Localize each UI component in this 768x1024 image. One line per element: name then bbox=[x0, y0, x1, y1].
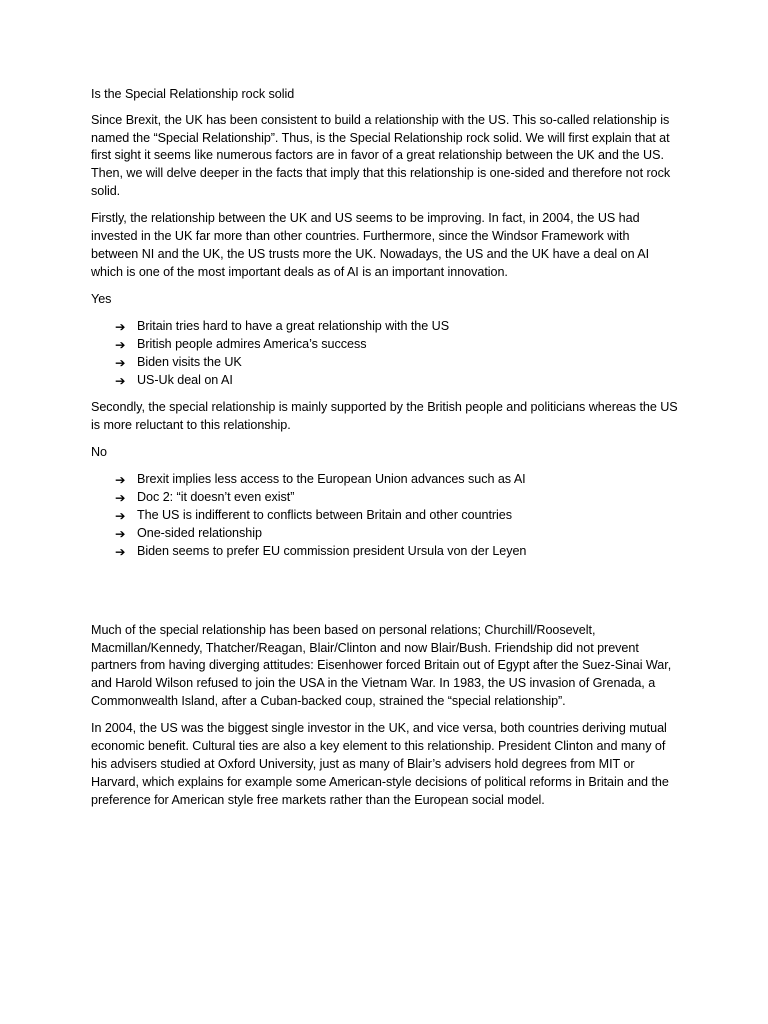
list-item-text: US-Uk deal on AI bbox=[137, 372, 233, 387]
list-item-text: One-sided relationship bbox=[137, 525, 262, 540]
list-item-text: Biden seems to prefer EU commission president Ursula von der Leyen bbox=[137, 543, 527, 558]
arrow-right-icon: ➔ bbox=[115, 507, 126, 523]
arrow-right-icon: ➔ bbox=[115, 319, 126, 335]
list-item bbox=[115, 372, 678, 390]
list-item-text: Britain tries hard to have a great relationship with the US bbox=[137, 319, 450, 334]
intro-paragraph: Since Brexit, the UK has been consistent to build a relationship with the US. This so-called relationship is named the “Special Relationship”. Thus, is the Special Relationship rock solid. We will first explain that at first sight it seems like numerous factors are in favor of a great relationship between the UK and the US. Then, we will delve deeper in the facts that imply that this relationship is one-sided and therefore not rock solid. bbox=[91, 112, 671, 198]
list-item bbox=[115, 525, 678, 543]
list-item-text: The US is indifferent to conflicts between Britain and other countries bbox=[137, 507, 512, 522]
firstly-paragraph: Firstly, the relationship between the UK and US seems to be improving. In fact, in 2004, the US had invested in the UK far more than other countries. Furthermore, since the Windsor Framework with between NI and the UK, the US trusts more the UK. Nowadays, the US and the UK have a deal on AI which is one of the most important deals as of AI is an important innovation. bbox=[91, 211, 650, 279]
investment-paragraph: In 2004, the US was the biggest single investor in the UK, and vice versa, both countries deriving mutual economic benefit. Cultural ties are also a key element to this relationship. President Clinton and many of his advisers studied at Oxford University, just as many of Blair’s advisers hold degrees from MIT or Harvard, which explains for example some American-style decisions of political reforms in Britain and the preference for American style free markets rather than the European social model. bbox=[91, 721, 669, 807]
arrow-right-icon: ➔ bbox=[115, 372, 126, 388]
arrow-right-icon: ➔ bbox=[115, 525, 126, 541]
yes-list bbox=[91, 318, 678, 389]
yes-label: Yes bbox=[91, 291, 112, 306]
blank-space bbox=[91, 570, 678, 622]
list-item bbox=[115, 471, 678, 489]
document-title: Is the Special Relationship rock solid bbox=[91, 87, 295, 101]
personal-relations-paragraph: Much of the special relationship has been based on personal relations; Churchill/Roosevelt, Macmillan/Kennedy, Thatcher/Reagan, Blair/Clinton and now Blair/Bush. Friendship did not prevent partners from having diverging attitudes: Eisenhower forced Britain out of Egypt after the Suez-Sinai War, and Harold Wilson refused to join the USA in the Vietnam War. In 1983, the US invasion of Grenada, a Commonwealth Island, after a Cuban-backed coup, strained the “special relationship”. bbox=[91, 622, 672, 709]
list-item-text: Biden visits the UK bbox=[137, 354, 242, 369]
list-item bbox=[115, 318, 678, 336]
list-item-text: Brexit implies less access to the European Union advances such as AI bbox=[137, 472, 526, 487]
list-item bbox=[115, 507, 678, 525]
list-item-text: British people admires America’s success bbox=[137, 337, 367, 352]
list-item bbox=[115, 489, 678, 507]
arrow-right-icon: ➔ bbox=[115, 472, 126, 488]
arrow-right-icon: ➔ bbox=[115, 337, 126, 353]
list-item bbox=[115, 336, 678, 354]
no-label: No bbox=[91, 445, 107, 460]
arrow-right-icon: ➔ bbox=[115, 354, 126, 370]
arrow-right-icon: ➔ bbox=[115, 490, 126, 506]
arrow-right-icon: ➔ bbox=[115, 543, 126, 559]
list-item bbox=[115, 354, 678, 372]
list-item-text: Doc 2: “it doesn’t even exist” bbox=[137, 490, 295, 505]
list-item bbox=[115, 543, 678, 561]
no-list bbox=[91, 471, 678, 560]
secondly-paragraph: Secondly, the special relationship is mainly supported by the British people and politicians whereas the US is more reluctant to this relationship. bbox=[91, 399, 678, 432]
